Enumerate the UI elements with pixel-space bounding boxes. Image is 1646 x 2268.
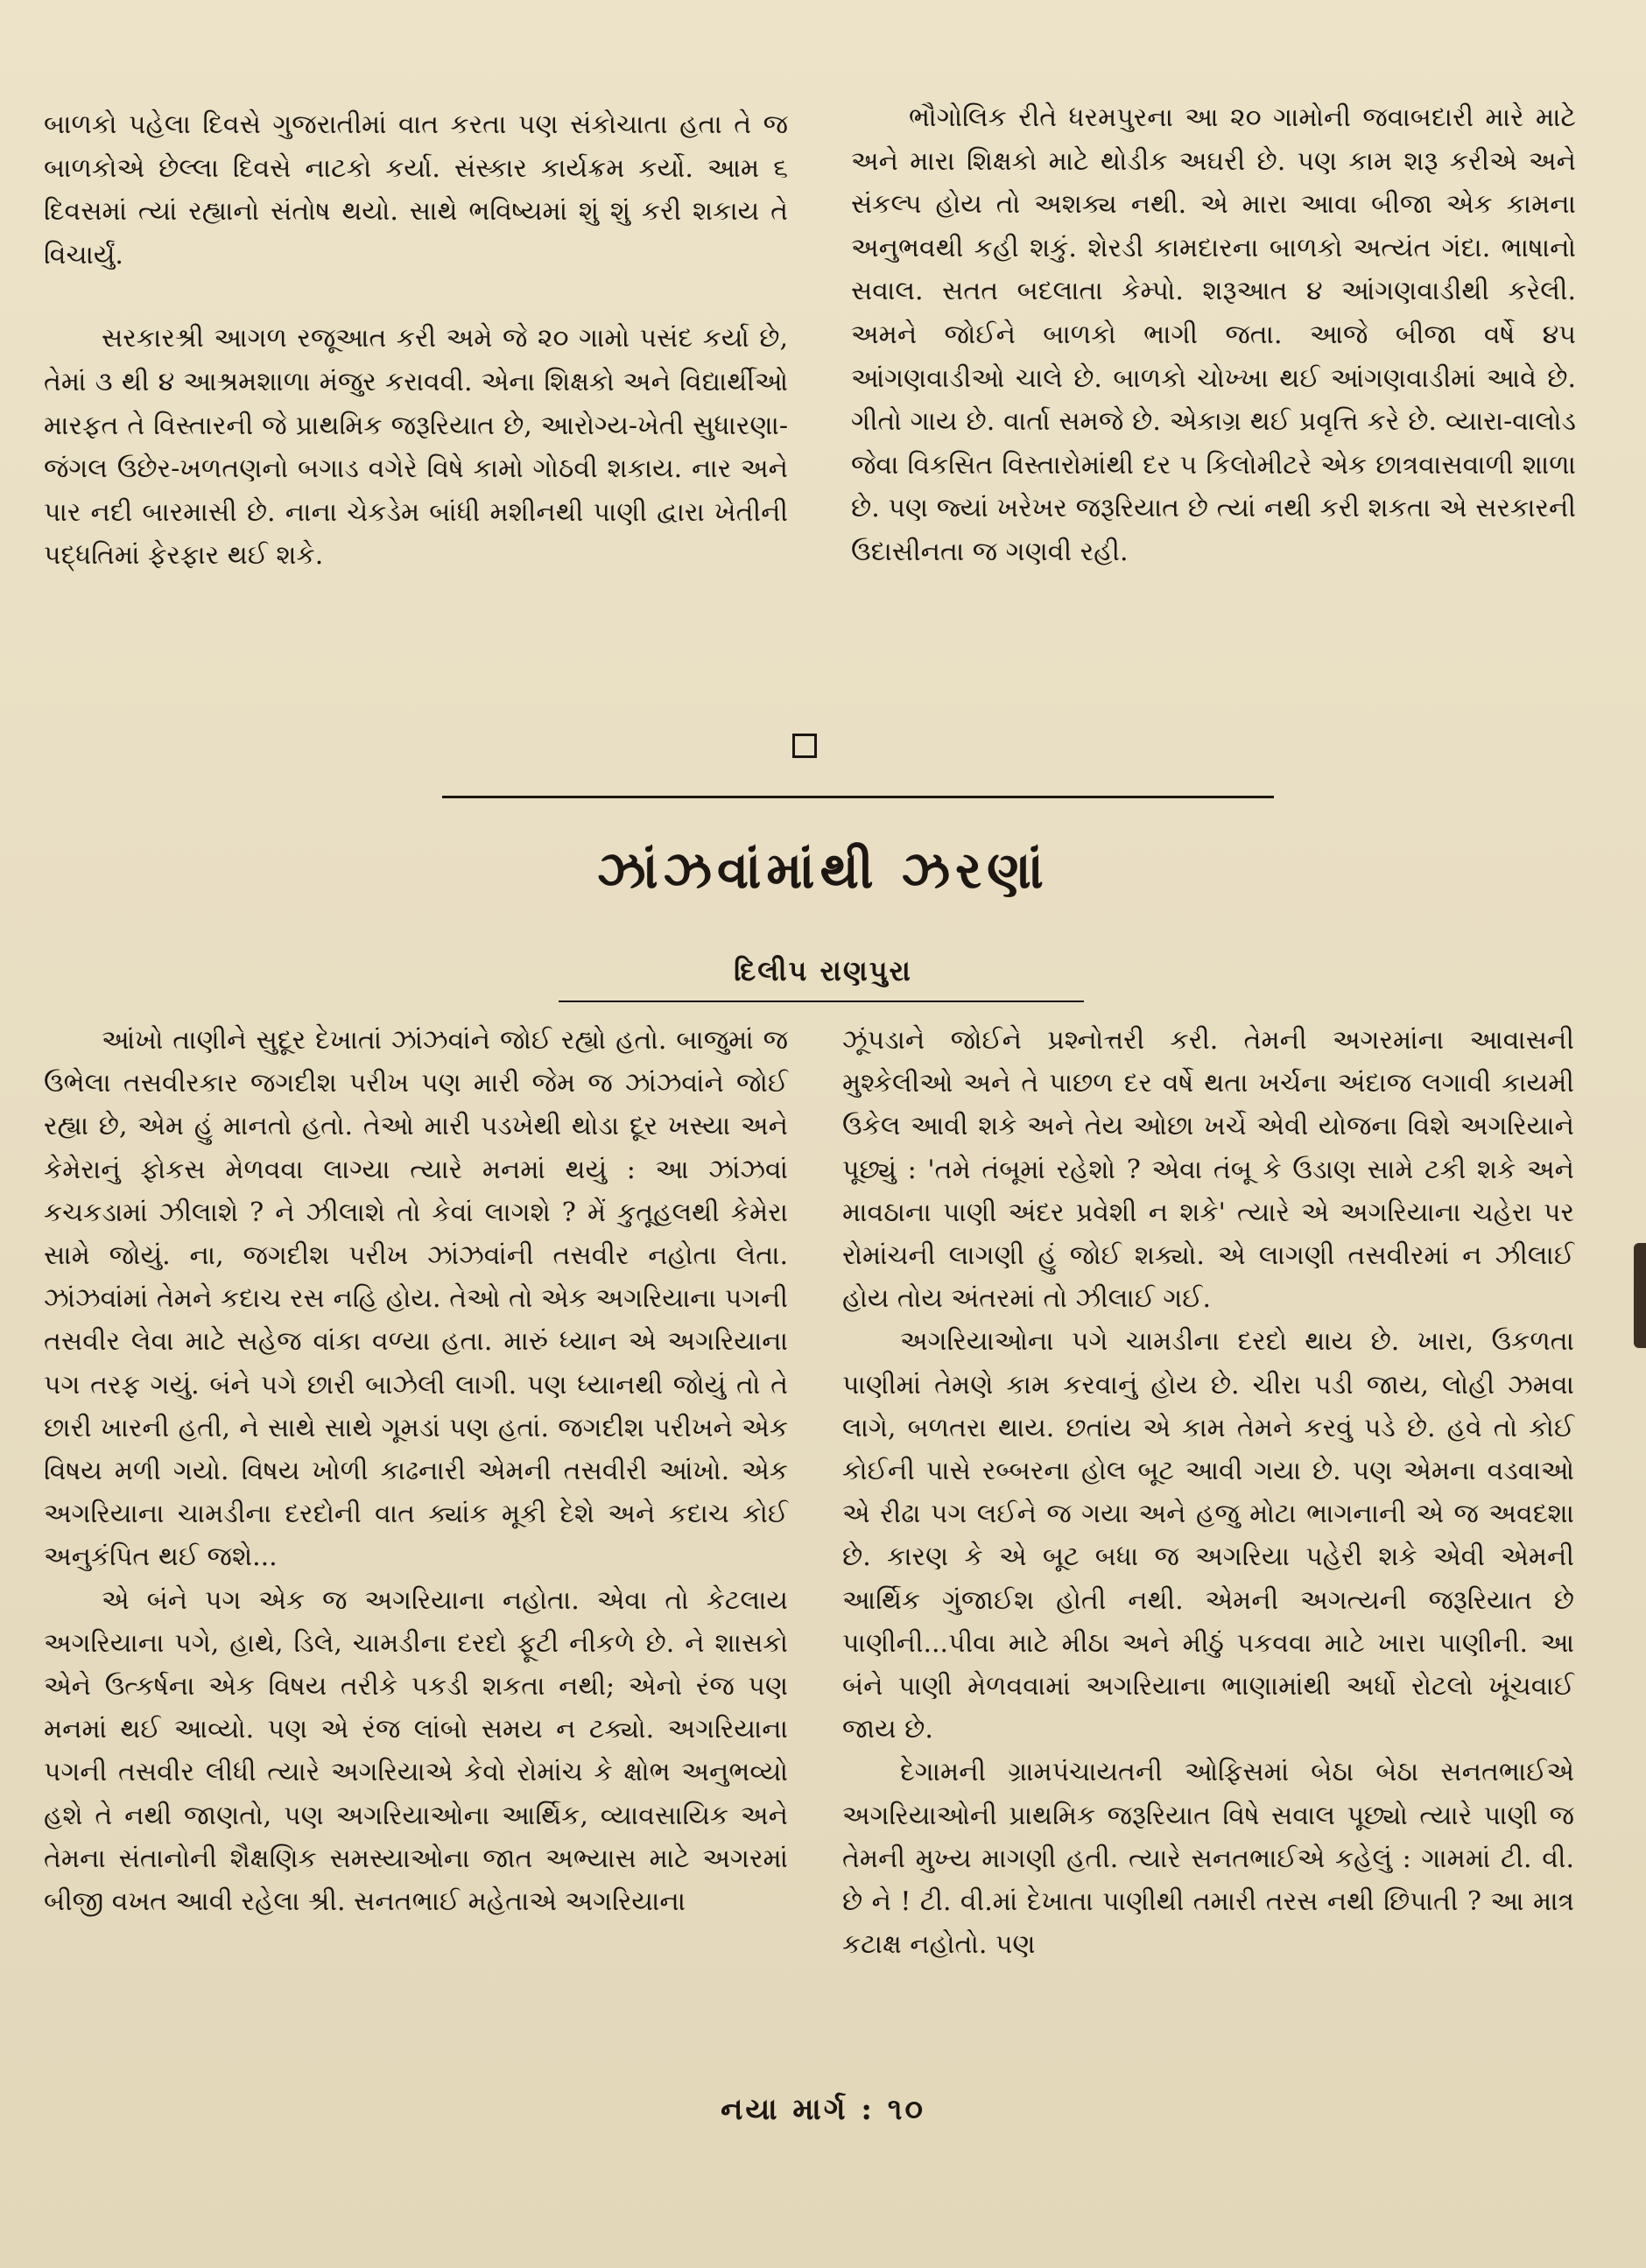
paragraph: અગરિયાઓના પગે ચામડીના દરદો થાય છે. ખારા, ઉકળતા પાણીમાં તેમણે કામ કરવાનું હોય છે. ચીરા પડી જાય, લોહી ઝમવા લાગે, બળતરા થાય. છતાંય એ કામ તેમને કરવું પડે છે. હવે તો કોઈ કોઈની પાસે રબ્બરના હોલ બૂટ આવી ગયા છે. પણ એમના વડવાઓ એ રીઢા પગ લઈને જ ગયા અને હજુ મોટા ભાગનાની એ જ અવદશા છે. કારણ કે એ બૂટ બધા જ અગરિયા પહેરી શકે એવી એમની આર્થિક ગુંજાઈશ હોતી નથી. એમની અગત્યની જરૂરિયાત છે પાણીની...પીવા માટે મીઠા અને મીઠું પકવવા માટે ખારા પાણીની. આ બંને પાણી મેળવવામાં અગરિયાના ભાણામાંથી અર્ધો રોટલો ખૂંચવાઈ જાય છે. — [842, 1326, 1574, 1745]
top-left-column — [44, 103, 788, 578]
paragraph: એ બંને પગ એક જ અગરિયાના નહોતા. એવા તો કેટલાય અગરિયાના પગે, હાથે, ડિલે, ચામડીના દરદો ફૂટી નીકળે છે. ને શાસકો એને ઉત્કર્ષના એક વિષય તરીકે પકડી શકતા નથી; એનો રંજ પણ મનમાં થઈ આવ્યો. પણ એ રંજ લાંબો સમય ન ટક્યો. અગરિયાના પગની તસવીર લીધી ત્યારે અગરિયાએ કેવો રોમાંચ કે ક્ષોભ અનુભવ્યો હશે તે નથી જાણતો, પણ અગરિયાઓના આર્થિક, વ્યાવસાયિક અને તેમના સંતાનોની શૈક્ષણિક સમસ્યાઓના જાત અભ્યાસ માટે અગરમાં બીજી વખત આવી રહેલા શ્રી. સનતભાઈ મહેતાએ અગરિયાના — [44, 1584, 788, 1918]
page-tear-edge — [1634, 1243, 1646, 1348]
author-underline — [559, 1001, 1084, 1002]
article-left-column — [44, 1019, 788, 1923]
article-author: દિલીપ રાણપુરા — [734, 954, 912, 987]
paragraph: દેગામની ગ્રામપંચાયતની ઓફિસમાં બેઠા બેઠા સનતભાઈએ અગરિયાઓની પ્રાથમિક જરૂરિયાત વિષે સવાલ પૂછ્યો ત્યારે પાણી જ તેમની મુખ્ય માગણી હતી. ત્યારે સનતભાઈએ કહેલું : ગામમાં ટી. વી. છે ને ! ટી. વી.માં દેખાતા પાણીથી તમારી તરસ નથી છિપાતી ? આ માત્ર કટાક્ષ નહોતો. પણ — [842, 1757, 1574, 1961]
top-right-column — [851, 96, 1576, 574]
page-footer: નયા માર્ગ : ૧૦ — [721, 2092, 925, 2127]
paragraph: ભૌગોલિક રીતે ધરમપુરના આ ૨૦ ગામોની જવાબદારી મારે માટે અને મારા શિક્ષકો માટે થોડીક અઘરી છે. પણ કામ શરૂ કરીએ અને સંકલ્પ હોય તો અશક્ય નથી. એ મારા આવા બીજા એક કામના અનુભવથી કહી શકું. શેરડી કામદારના બાળકો અત્યંત ગંદા. ભાષાનો સવાલ. સતત બદલાતા કેમ્પો. શરૂઆત ૪ આંગણવાડીથી કરેલી. અમને જોઈને બાળકો ભાગી જતા. આજે બીજા વર્ષે ૪૫ આંગણવાડીઓ ચાલે છે. બાળકો ચોખ્ખા થઈ આંગણવાડીમાં આવે છે. ગીતો ગાય છે. વાર્તા સમજે છે. એકાગ્ર થઈ પ્રવૃત્તિ કરે છે. વ્યારા-વાલોડ જેવા વિકસિત વિસ્તારોમાંથી દર ૫ કિલોમીટરે એક છાત્રવાસવાળી શાળા છે. પણ જ્યાં ખરેખર જરૂરિયાત છે ત્યાં નથી કરી શકતા એ સરકારની ઉદાસીનતા જ ગણવી રહી. — [851, 102, 1576, 567]
paragraph: બાળકો પહેલા દિવસે ગુજરાતીમાં વાત કરતા પણ સંકોચાતા હતા તે જ બાળકોએ છેલ્લા દિવસે નાટકો કર્યા. સંસ્કાર કાર્યક્રમ કર્યો. આમ ૬ દિવસમાં ત્યાં રહ્યાનો સંતોષ થયો. સાથે ભવિષ્યમાં શું શું કરી શકાય તે વિચાર્યું. — [44, 109, 788, 270]
section-divider — [442, 796, 1274, 798]
paragraph: સરકારશ્રી આગળ રજૂઆત કરી અમે જે ૨૦ ગામો પસંદ કર્યા છે, તેમાં ૩ થી ૪ આશ્રમશાળા મંજુર કરાવવી. એના શિક્ષકો અને વિદ્યાર્થીઓ મારફત તે વિસ્તારની જે પ્રાથમિક જરૂરિયાત છે, આરોગ્ય-ખેતી સુધારણા-જંગલ ઉછેર-ખળતણનો બગાડ વગેરે વિષે કામો ગોઠવી શકાય. નાર અને પાર નદી બારમાસી છે. નાના ચેકડેમ બાંધી મશીનથી પાણી દ્વારા ખેતીની પદ્ધતિમાં ફેરફાર થઈ શકે. — [44, 323, 788, 572]
paragraph: આંખો તાણીને સુદૂર દેખાતાં ઝાંઝવાંને જોઈ રહ્યો હતો. બાજુમાં જ ઉભેલા તસવીરકાર જગદીશ પરીખ પણ મારી જેમ જ ઝાંઝવાંને જોઈ રહ્યા છે, એમ હું માનતો હતો. તેઓ મારી પડખેથી થોડા દૂર ખસ્યા અને કેમેરાનું ફોકસ મેળવવા લાગ્યા ત્યારે મનમાં થયું : આ ઝાંઝવાં કચકડામાં ઝીલાશે ? ને ઝીલાશે તો કેવાં લાગશે ? મેં કુતૂહલથી કેમેરા સામે જોયું. ના, જગદીશ પરીખ ઝાંઝવાંની તસવીર નહોતા લેતા. ઝાંઝવાંમાં તેમને કદાચ રસ નહિ હોય. તેઓ તો એક અગરિયાના પગની તસવીર લેવા માટે સહેજ વાંકા વળ્યા હતા. મારું ધ્યાન એ અગરિયાના પગ તરફ ગયું. બંને પગે છારી બાઝેલી લાગી. પણ ધ્યાનથી જોયું તો તે છારી ખારની હતી, ને સાથે સાથે ગૂમડાં પણ હતાં. જગદીશ પરીખને એક વિષય મળી ગયો. વિષય ખોળી કાઢનારી એમની તસવીરી આંખો. એક અગરિયાના ચામડીના દરદોની વાત ક્યાંક મૂકી દેશે અને કદાચ કોઈ અનુકંપિત થઈ જશે... — [44, 1025, 788, 1573]
paragraph: ઝૂંપડાને જોઈને પ્રશ્નોત્તરી કરી. તેમની અગરમાંના આવાસની મુશ્કેલીઓ અને તે પાછળ દર વર્ષે થતા ખર્ચના અંદાજ લગાવી કાયમી ઉકેલ આવી શકે અને તેય ઓછા ખર્ચે એવી યોજના વિશે અગરિયાને પૂછ્યું : 'તમે તંબૂમાં રહેશો ? એવા તંબૂ કે ઉડાણ સામે ટકી શકે અને માવઠાના પાણી અંદર પ્રવેશી ન શકે' ત્યારે એ અગરિયાના ચહેરા પર રોમાંચની લાગણી હું જોઈ શક્યો. એ લાગણી તસવીરમાં ન ઝીલાઈ હોય તોય અંતરમાં તો ઝીલાઈ ગઈ. — [842, 1025, 1574, 1315]
section-end-square-icon — [792, 734, 817, 758]
article-title: ઝાંઝવાંમાંથી ઝરણાં — [597, 840, 1049, 900]
article-right-column — [842, 1019, 1574, 1966]
